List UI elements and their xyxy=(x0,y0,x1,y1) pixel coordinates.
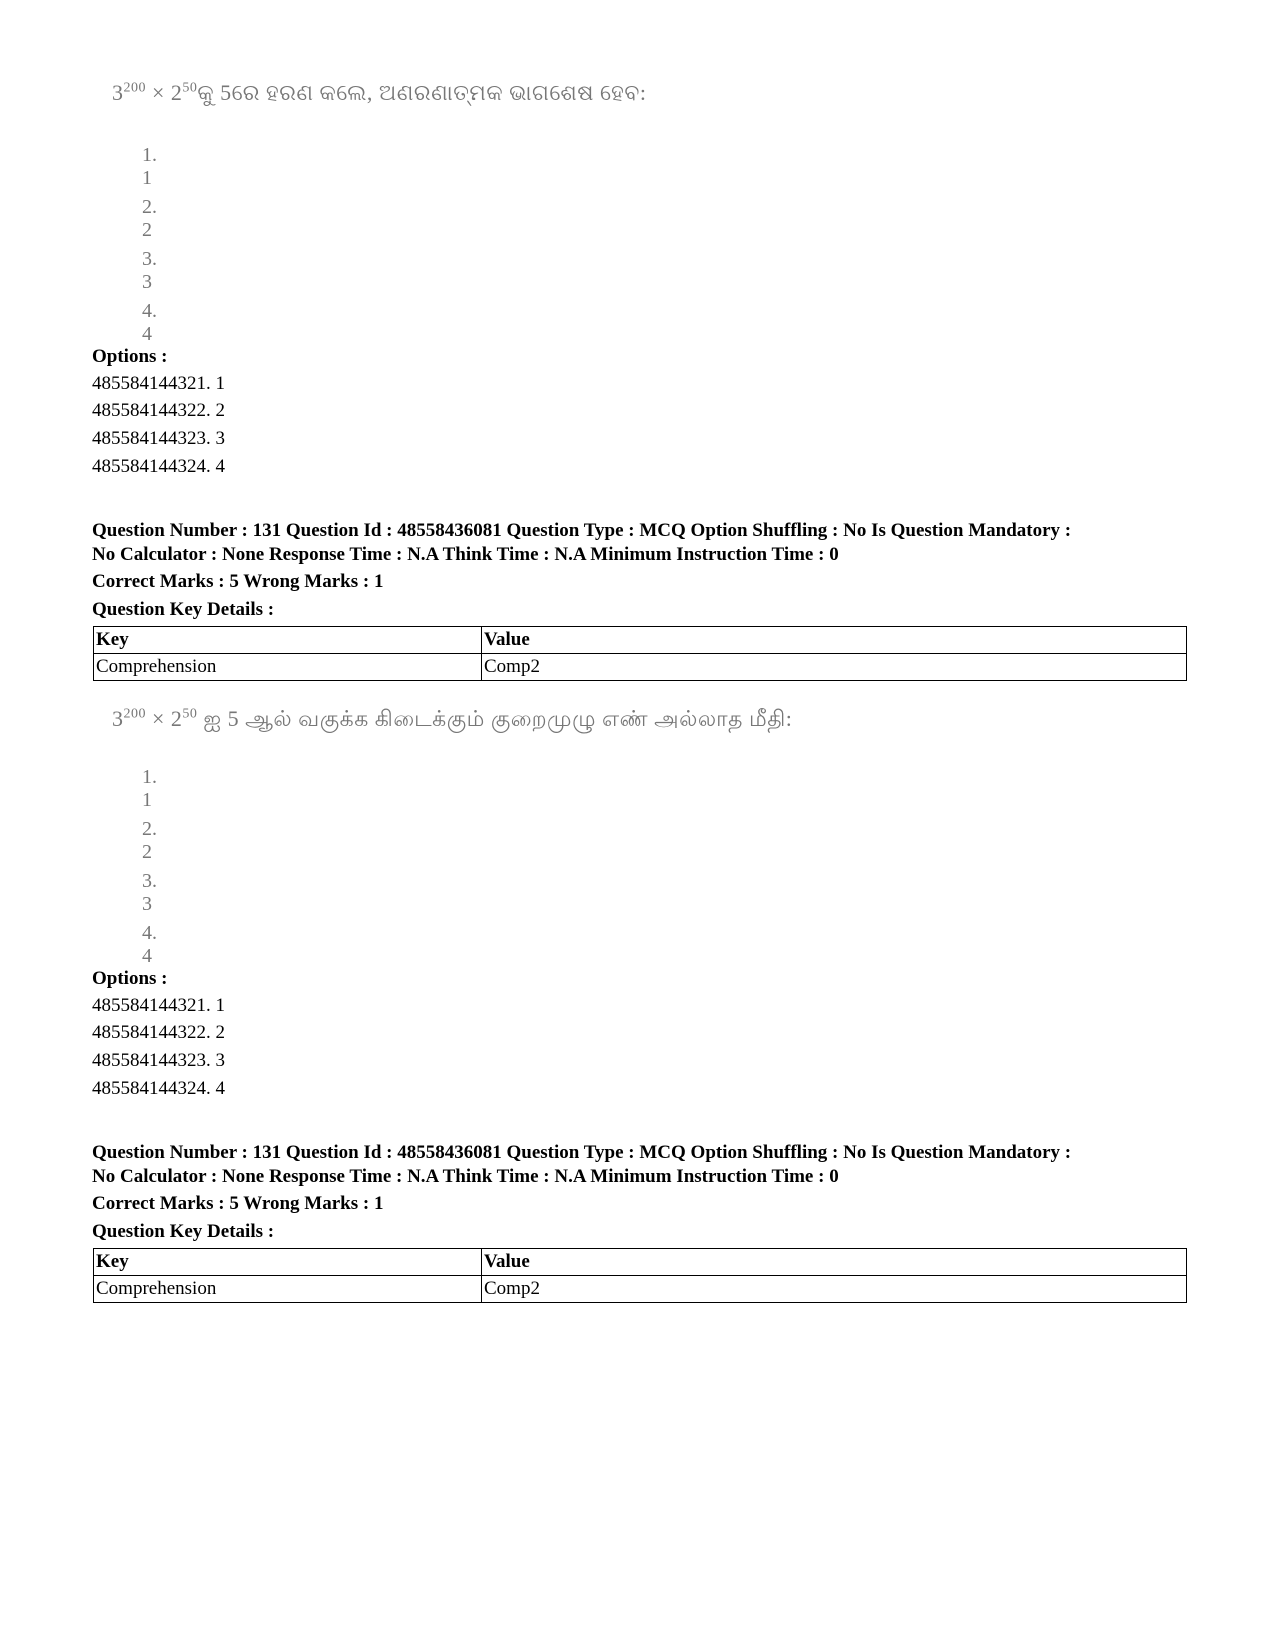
meta-line-1: Question Number : 131 Question Id : 48558436081 Question Type : MCQ Option Shuffling : No Is Question Mandatory : xyxy=(92,520,1072,541)
key-details-table xyxy=(93,626,1187,681)
marks-line: Correct Marks : 5 Wrong Marks : 1 xyxy=(92,571,384,592)
option-line: 485584144323. 3 xyxy=(92,428,225,449)
option-line: 485584144321. 1 xyxy=(92,373,225,394)
option-line: 485584144324. 4 xyxy=(92,1078,225,1099)
image-option: 2. 2 xyxy=(142,818,157,863)
table-header-value: Value xyxy=(482,1249,1187,1276)
option-line: 485584144321. 1 xyxy=(92,995,225,1016)
key-details-title: Question Key Details : xyxy=(92,1221,275,1242)
table-cell-value: Comp2 xyxy=(482,654,1187,681)
table-header-row xyxy=(94,627,1187,654)
image-option: 1. 1 xyxy=(142,766,157,811)
table-row xyxy=(94,654,1187,681)
table-cell-value: Comp2 xyxy=(482,1276,1187,1303)
options-title: Options : xyxy=(92,346,168,367)
options-title: Options : xyxy=(92,968,168,989)
table-header-row xyxy=(94,1249,1187,1276)
marks-line: Correct Marks : 5 Wrong Marks : 1 xyxy=(92,1193,384,1214)
image-option: 2. 2 xyxy=(142,196,157,241)
image-option: 4. 4 xyxy=(142,922,157,967)
option-line: 485584144324. 4 xyxy=(92,456,225,477)
image-option: 4. 4 xyxy=(142,300,157,345)
image-option: 3. 3 xyxy=(142,248,157,293)
image-option: 3. 3 xyxy=(142,870,157,915)
table-cell-key: Comprehension xyxy=(94,654,482,681)
table-cell-key: Comprehension xyxy=(94,1276,482,1303)
key-details-title: Question Key Details : xyxy=(92,599,275,620)
question-text: $3^{200} \times 2^{50}$ ஐ 5 ஆல் வகுக்க கிடைக்கும் குறைமுழு எண் அல்லாத மீதி: xyxy=(112,706,793,731)
question-meta xyxy=(92,519,1192,567)
table-header-value: Value xyxy=(482,627,1187,654)
table-row xyxy=(94,1276,1187,1303)
question-meta xyxy=(92,1141,1192,1189)
option-line: 485584144322. 2 xyxy=(92,1022,225,1043)
key-details-table xyxy=(93,1248,1187,1303)
meta-line-1: Question Number : 131 Question Id : 48558436081 Question Type : MCQ Option Shuffling : No Is Question Mandatory : xyxy=(92,1142,1072,1163)
meta-line-2: No Calculator : None Response Time : N.A Think Time : N.A Minimum Instruction Time : 0 xyxy=(92,1166,839,1187)
table-header-key: Key xyxy=(94,627,482,654)
option-line: 485584144322. 2 xyxy=(92,400,225,421)
table-header-key: Key xyxy=(94,1249,482,1276)
question-text: $3^{200}$ × $2^{50}କୁ$ 5ରେ ହରଣ କଲେ, ଅଣରଣାତ୍ମକ ଭାଗଶେଷ ହେବ: xyxy=(112,80,647,105)
option-line: 485584144323. 3 xyxy=(92,1050,225,1071)
image-option: 1. 1 xyxy=(142,144,157,189)
meta-line-2: No Calculator : None Response Time : N.A Think Time : N.A Minimum Instruction Time : 0 xyxy=(92,544,839,565)
